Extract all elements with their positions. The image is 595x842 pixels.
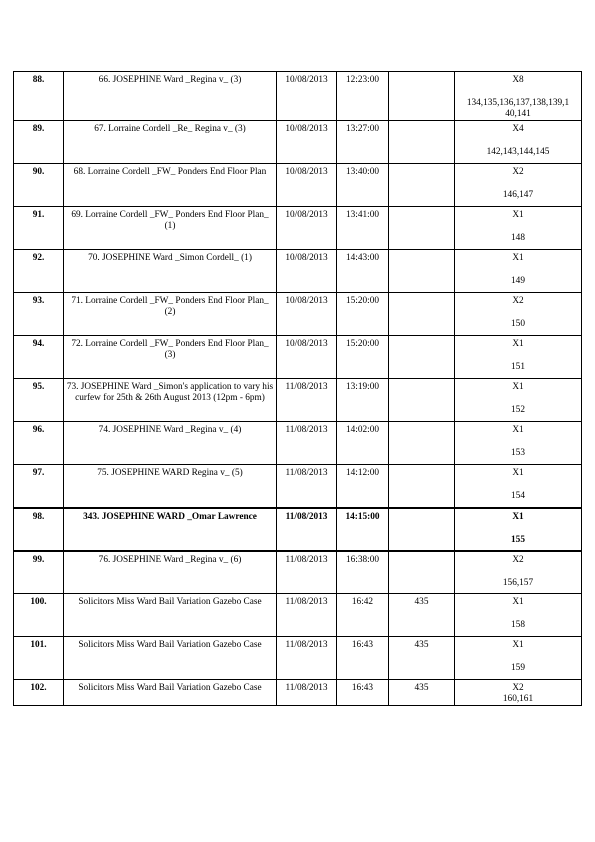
time-cell: 16:43 xyxy=(337,680,389,706)
document-title-cell: 72. Lorraine Cordell _FW_ Ponders End Floor Plan_ (3) xyxy=(64,336,277,379)
row-number-cell: 101. xyxy=(14,637,64,680)
reference-cell xyxy=(389,551,455,594)
table-row xyxy=(14,336,582,379)
row-number-cell: 96. xyxy=(14,422,64,465)
page-count: X1 xyxy=(512,597,524,607)
date-cell: 11/08/2013 xyxy=(277,594,337,637)
page-count: X1 xyxy=(512,640,524,650)
reference-cell xyxy=(389,336,455,379)
time-cell: 13:40:00 xyxy=(337,164,389,207)
time-cell: 13:19:00 xyxy=(337,379,389,422)
date-cell: 11/08/2013 xyxy=(277,680,337,706)
document-title-cell: 73. JOSEPHINE Ward _Simon's application to vary his curfew for 25th & 26th August 2013 (12pm - 6pm) xyxy=(64,379,277,422)
reference-cell xyxy=(389,207,455,250)
table-row xyxy=(14,465,582,508)
time-cell: 13:41:00 xyxy=(337,207,389,250)
row-number-cell: 90. xyxy=(14,164,64,207)
reference-cell xyxy=(389,72,455,121)
page-count-cell xyxy=(455,594,582,637)
page-numbers: 154 xyxy=(511,491,525,501)
date-cell: 11/08/2013 xyxy=(277,422,337,465)
document-title-cell: 66. JOSEPHINE Ward _Regina v_ (3) xyxy=(64,72,277,121)
table-row xyxy=(14,121,582,164)
date-cell: 10/08/2013 xyxy=(277,164,337,207)
table-row xyxy=(14,422,582,465)
page-count-cell xyxy=(455,293,582,336)
page-count-cell xyxy=(455,72,582,121)
table-row xyxy=(14,551,582,594)
time-cell: 16:42 xyxy=(337,594,389,637)
page-numbers: 151 xyxy=(511,362,525,372)
document-title-cell: 67. Lorraine Cordell _Re_ Regina v_ (3) xyxy=(64,121,277,164)
document-title-cell: 343. JOSEPHINE WARD _Omar Lawrence xyxy=(64,508,277,551)
page-count-cell xyxy=(455,207,582,250)
row-number-cell: 98. xyxy=(14,508,64,551)
row-number-cell: 92. xyxy=(14,250,64,293)
document-title-cell: Solicitors Miss Ward Bail Variation Gazebo Case xyxy=(64,594,277,637)
reference-cell xyxy=(389,250,455,293)
page-count: X1 xyxy=(512,253,524,263)
date-cell: 10/08/2013 xyxy=(277,121,337,164)
page-numbers: 160,161 xyxy=(502,694,534,704)
reference-cell: 435 xyxy=(389,637,455,680)
row-number-cell: 100. xyxy=(14,594,64,637)
time-cell: 14:02:00 xyxy=(337,422,389,465)
page-count: X1 xyxy=(512,468,524,478)
date-cell: 11/08/2013 xyxy=(277,465,337,508)
document-title-cell: 74. JOSEPHINE Ward _Regina v_ (4) xyxy=(64,422,277,465)
table-row xyxy=(14,680,582,706)
reference-cell xyxy=(389,508,455,551)
page-count: X1 xyxy=(512,382,524,392)
page-count-cell xyxy=(455,422,582,465)
document-index-table xyxy=(13,71,582,706)
page-count: X1 xyxy=(512,210,524,220)
reference-cell: 435 xyxy=(389,594,455,637)
table-row xyxy=(14,508,582,551)
page-numbers: 142,143,144,145 xyxy=(486,147,550,157)
date-cell: 11/08/2013 xyxy=(277,551,337,594)
table-row xyxy=(14,637,582,680)
page-numbers: 159 xyxy=(511,663,525,673)
table-row xyxy=(14,594,582,637)
row-number-cell: 102. xyxy=(14,680,64,706)
page-count-cell xyxy=(455,465,582,508)
page-numbers: 153 xyxy=(511,448,525,458)
date-cell: 10/08/2013 xyxy=(277,207,337,250)
page-count-cell xyxy=(455,121,582,164)
time-cell: 14:43:00 xyxy=(337,250,389,293)
row-number-cell: 94. xyxy=(14,336,64,379)
table-row xyxy=(14,164,582,207)
page-count: X4 xyxy=(512,124,524,134)
page-count-cell xyxy=(455,508,582,551)
page-numbers: 158 xyxy=(511,620,525,630)
date-cell: 11/08/2013 xyxy=(277,637,337,680)
time-cell: 15:20:00 xyxy=(337,336,389,379)
table-row xyxy=(14,250,582,293)
page-numbers: 149 xyxy=(511,276,525,286)
date-cell: 11/08/2013 xyxy=(277,379,337,422)
date-cell: 10/08/2013 xyxy=(277,72,337,121)
page-count: X2 xyxy=(512,296,524,306)
page-count: X1 xyxy=(512,339,524,349)
row-number-cell: 99. xyxy=(14,551,64,594)
row-number-cell: 95. xyxy=(14,379,64,422)
reference-cell xyxy=(389,465,455,508)
page-count: X2 xyxy=(512,683,524,693)
document-title-cell: Solicitors Miss Ward Bail Variation Gazebo Case xyxy=(64,637,277,680)
time-cell: 16:43 xyxy=(337,637,389,680)
document-title-cell: 76. JOSEPHINE Ward _Regina v_ (6) xyxy=(64,551,277,594)
page-count-cell xyxy=(455,250,582,293)
page-numbers: 148 xyxy=(511,233,525,243)
page-count: X1 xyxy=(512,511,524,522)
date-cell: 10/08/2013 xyxy=(277,293,337,336)
page-count-cell xyxy=(455,551,582,594)
document-title-cell: 70. JOSEPHINE Ward _Simon Cordell_ (1) xyxy=(64,250,277,293)
document-title-cell: 71. Lorraine Cordell _FW_ Ponders End Floor Plan_ (2) xyxy=(64,293,277,336)
document-title-cell: 69. Lorraine Cordell _FW_ Ponders End Floor Plan_ (1) xyxy=(64,207,277,250)
time-cell: 16:38:00 xyxy=(337,551,389,594)
date-cell: 10/08/2013 xyxy=(277,250,337,293)
page-count-cell xyxy=(455,637,582,680)
time-cell: 14:15:00 xyxy=(337,508,389,551)
table-row xyxy=(14,293,582,336)
page-numbers: 146,147 xyxy=(502,190,534,200)
reference-cell xyxy=(389,164,455,207)
reference-cell xyxy=(389,422,455,465)
page-numbers: 150 xyxy=(511,319,525,329)
reference-cell xyxy=(389,379,455,422)
page-count-cell xyxy=(455,379,582,422)
page-numbers: 152 xyxy=(511,405,525,415)
time-cell: 14:12:00 xyxy=(337,465,389,508)
document-title-cell: 75. JOSEPHINE WARD Regina v_ (5) xyxy=(64,465,277,508)
table-body xyxy=(14,72,582,706)
row-number-cell: 93. xyxy=(14,293,64,336)
reference-cell xyxy=(389,121,455,164)
page-numbers: 155 xyxy=(511,534,525,545)
page-numbers: 134,135,136,137,138,139,1 40,141 xyxy=(466,98,570,119)
document-title-cell: Solicitors Miss Ward Bail Variation Gazebo Case xyxy=(64,680,277,706)
time-cell: 15:20:00 xyxy=(337,293,389,336)
date-cell: 11/08/2013 xyxy=(277,508,337,551)
reference-cell: 435 xyxy=(389,680,455,706)
page-count-cell xyxy=(455,336,582,379)
page-count: X2 xyxy=(512,554,524,565)
row-number-cell: 89. xyxy=(14,121,64,164)
page-count: X1 xyxy=(512,425,524,435)
page-count-cell xyxy=(455,680,582,706)
row-number-cell: 97. xyxy=(14,465,64,508)
table-row xyxy=(14,72,582,121)
page-count: X2 xyxy=(512,167,524,177)
row-number-cell: 91. xyxy=(14,207,64,250)
page-count: X8 xyxy=(512,75,524,85)
table-row xyxy=(14,379,582,422)
page-count-cell xyxy=(455,164,582,207)
row-number-cell: 88. xyxy=(14,72,64,121)
document-title-cell: 68. Lorraine Cordell _FW_ Ponders End Floor Plan xyxy=(64,164,277,207)
table-row xyxy=(14,207,582,250)
time-cell: 13:27:00 xyxy=(337,121,389,164)
time-cell: 12:23:00 xyxy=(337,72,389,121)
page-numbers: 156,157 xyxy=(502,577,534,588)
reference-cell xyxy=(389,293,455,336)
date-cell: 10/08/2013 xyxy=(277,336,337,379)
